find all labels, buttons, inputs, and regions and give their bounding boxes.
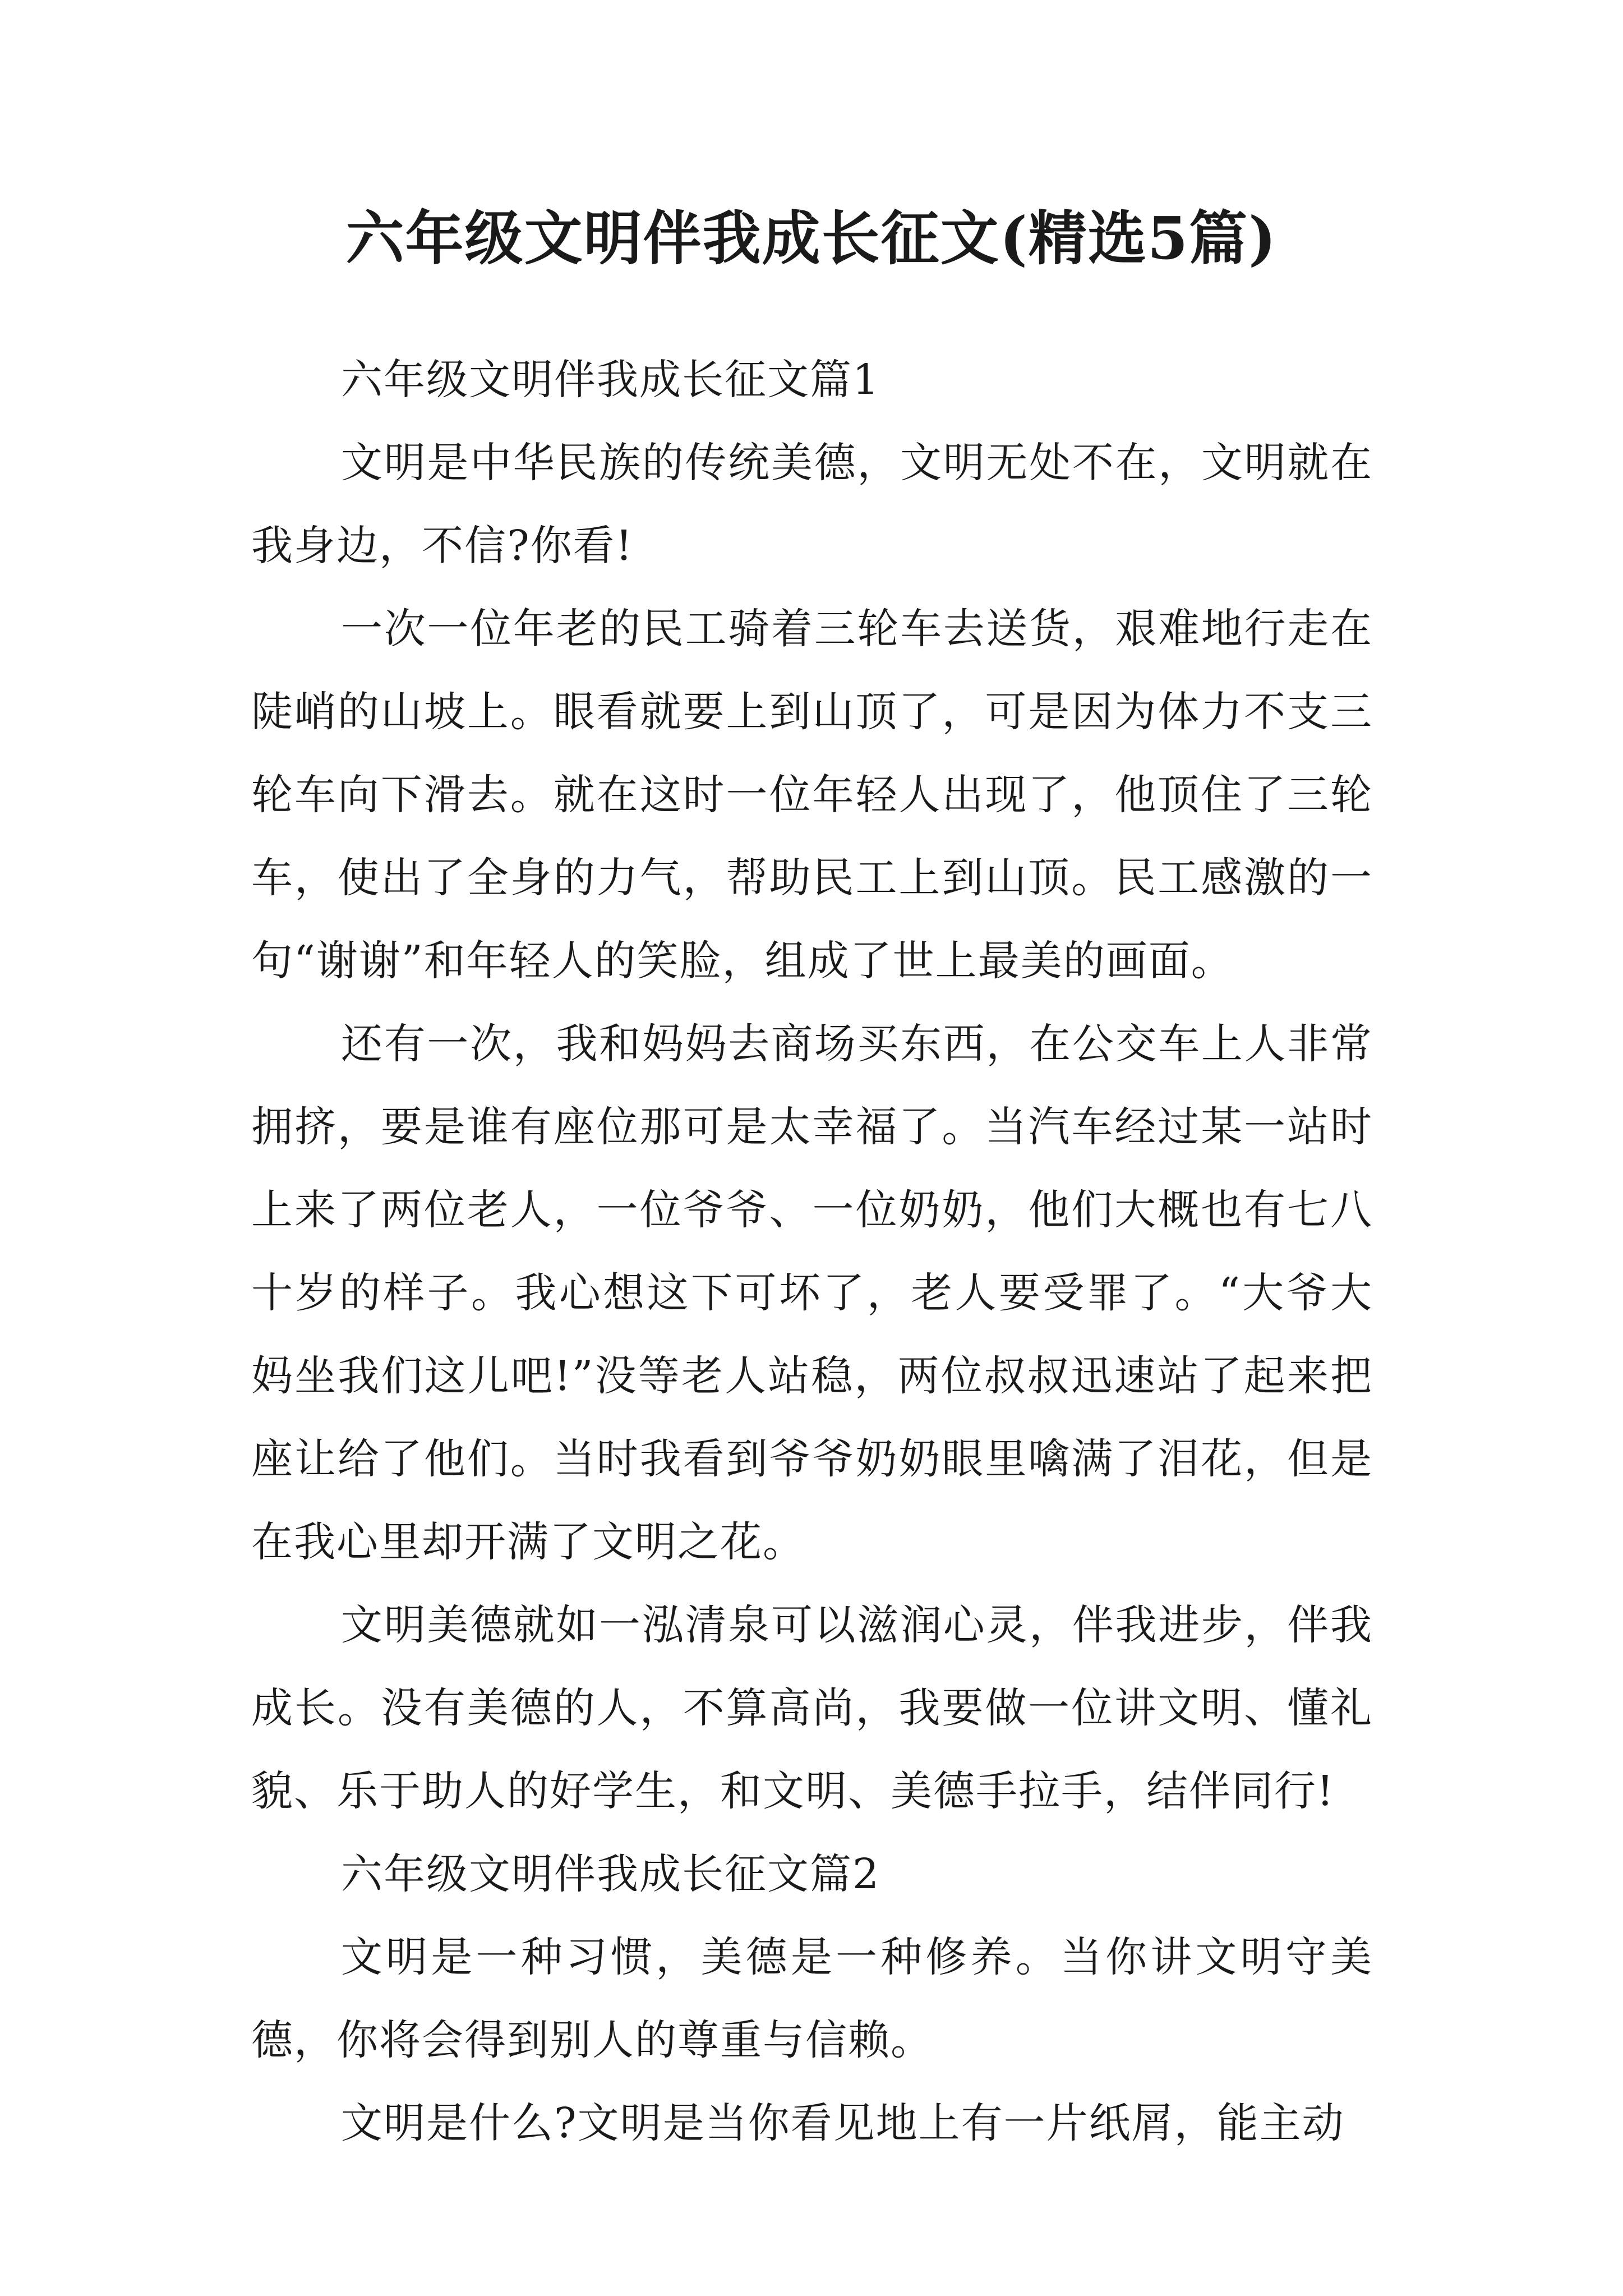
section-heading-2: 六年级文明伴我成长征文篇2: [341, 1850, 880, 1898]
paragraph: 文明是一种习惯，美德是一种修养。当你讲文明守美德，你将会得到别人的尊重与信赖。: [251, 1933, 1373, 2064]
paragraph: 文明是中华民族的传统美德，文明无处不在，文明就在我身边，不信?你看!: [251, 439, 1373, 570]
section-heading-1: 六年级文明伴我成长征文篇1: [341, 356, 880, 404]
paragraph: 文明美德就如一泓清泉可以滋润心灵，伴我进步，伴我成长。没有美德的人，不算高尚，我要做一位讲文明、懂礼貌、乐于助人的好学生，和文明、美德手拉手，结伴同行!: [251, 1601, 1373, 1815]
paragraph: 文明是什么?文明是当你看见地上有一片纸屑，能主动: [341, 2099, 1345, 2147]
document-body: [251, 338, 1373, 2165]
paragraph: 还有一次，我和妈妈去商场买东西，在公交车上人非常拥挤，要是谁有座位那可是太幸福了。当汽车经过某一站时上来了两位老人，一位爷爷、一位奶奶，他们大概也有七八十岁的样子。我心想这下可坏了，老人要受罪了。“大爷大妈坐我们这儿吧!”没等老人站稳，两位叔叔迅速站了起来把座让给了他们。当时我看到爷爷奶奶眼里噙满了泪花，但是在我心里却开满了文明之花。: [251, 1020, 1373, 1566]
document-title: 六年级文明伴我成长征文(精选5篇): [345, 204, 1278, 273]
paragraph: 一次一位年老的民工骑着三轮车去送货，艰难地行走在陡峭的山坡上。眼看就要上到山顶了，可是因为体力不支三轮车向下滑去。就在这时一位年轻人出现了，他顶住了三轮车，使出了全身的力气，帮助民工上到山顶。民工感激的一句“谢谢”和年轻人的笑脸，组成了世上最美的画面。: [251, 605, 1373, 985]
